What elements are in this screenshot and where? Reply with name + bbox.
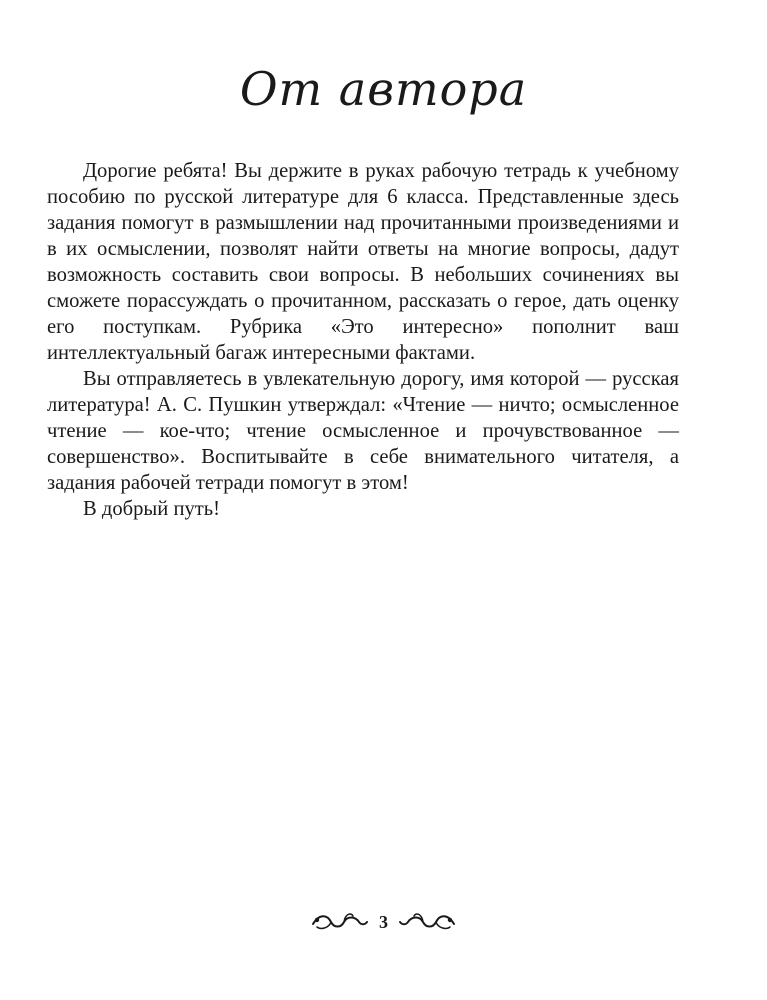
paragraph-intro: Дорогие ребята! Вы держите в руках рабочую тетрадь к учебному пособию по русской литературе для 6 класса. Представленные здесь задания помогут в размышлении над прочитанными произведениями и в их осмыслении, позволят найти ответы на многие вопросы, дадут возможность составить свои вопросы. В небольших сочинениях вы сможете порассуждать о прочитанном, рассказать о герое, дать оценку его поступкам. Рубрика «Это интересно» пополнит ваш интеллектуальный багаж интересными фактами.: [47, 160, 679, 364]
page-number: 3: [379, 911, 388, 932]
paragraph-closing: В добрый путь!: [83, 498, 221, 520]
body-text: [47, 158, 679, 522]
flourish-ornament-icon: [398, 910, 456, 934]
flourish-ornament-icon: [311, 910, 369, 934]
page-footer: [0, 907, 767, 937]
paragraph-pushkin: Вы отправляетесь в увлекательную дорогу, имя которой — русская литература! А. С. Пушкин утверждал: «Чтение — ничто; осмысленное чтение — кое-что; чтение осмысленное и прочувствованное — совершенство». Воспитывайте в себе внимательного читателя, а задания рабочей тетради помогут в этом!: [47, 368, 679, 494]
page-title: От автора: [239, 62, 528, 116]
